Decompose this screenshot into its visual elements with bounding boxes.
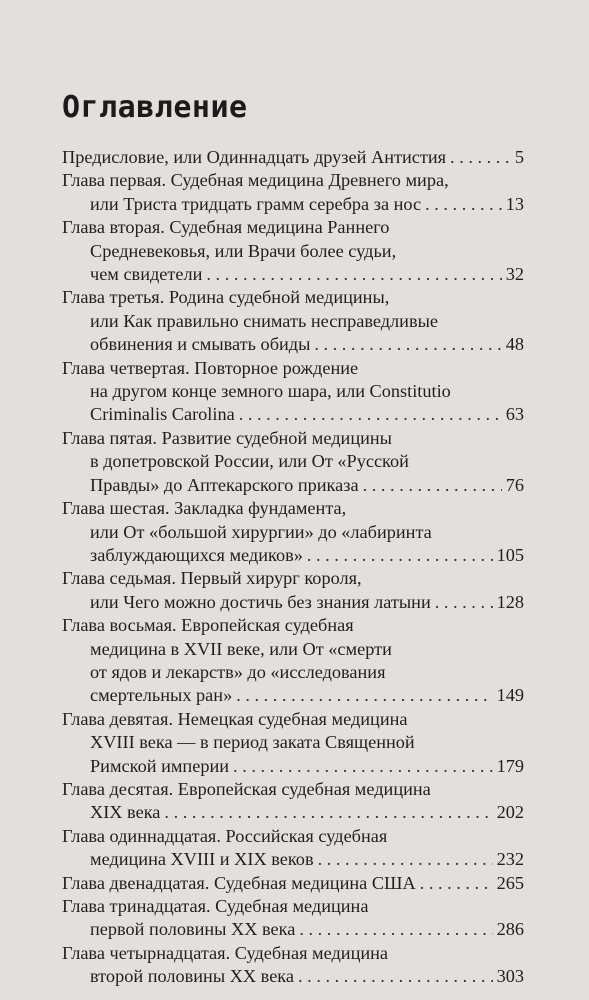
page-number: 105 [496,544,524,565]
toc-entry-text: Глава первая. Судебная медицина Древнего мира, [62,170,449,191]
toc-entry-text: Средневековья, или Врачи более судьи, [90,240,397,261]
toc-entry-line [62,638,524,661]
toc-entry-line [62,333,524,356]
toc-entry-text: заблуждающихся медиков» [90,544,303,565]
toc-entry [62,708,524,778]
toc-entry-line [62,778,524,801]
page-number: 149 [496,685,524,706]
page-number: 76 [505,474,524,495]
dot-leader [420,872,493,895]
toc-entry-text: первой половины XX века [90,919,296,940]
toc-entry-text: Глава вторая. Судебная медицина Раннего [62,217,390,238]
toc-entry-text: Глава пятая. Развитие судебной медицины [62,427,392,448]
toc-entry-text: Глава тринадцатая. Судебная медицина [62,896,369,916]
toc-entry-line [62,474,524,497]
page-title: Оглавление [62,90,248,125]
toc-entry-line [62,801,524,824]
toc-entry-line [62,169,524,192]
toc-entry-text: Предисловие, или Одиннадцать друзей Антистия [62,147,447,167]
toc-entry-text: Глава девятая. Немецкая судебная медицина [62,708,408,729]
page-number: 232 [496,849,524,870]
dot-leader [206,263,501,286]
toc-entry [62,872,524,895]
toc-entry-line [62,450,524,473]
toc-entry [62,567,524,614]
toc-entry-text: в допетровской России, или От «Русской [90,451,409,472]
table-of-contents [62,146,524,989]
dot-leader [425,193,502,216]
toc-entry-text: на другом конце земного шара, или Constitutio [90,381,451,402]
toc-entry-text: медицина в XVII веке, или От «смерти [90,638,392,659]
toc-entry-line [62,216,524,239]
toc-entry [62,357,524,427]
page-number: 128 [496,591,524,612]
toc-entry-text: от ядов и лекарств» до «исследования [90,661,386,682]
toc-entry-text: XIX века [90,802,161,823]
toc-entry-line [62,286,524,309]
toc-entry-text: Глава четвертая. Повторное рождение [62,357,359,378]
toc-entry-text: Глава двенадцатая. Судебная медицина США [62,872,416,893]
toc-entry [62,169,524,216]
toc-entry-line [62,661,524,684]
toc-entry-line [62,497,524,520]
toc-entry-line [62,965,524,988]
toc-entry-line [62,614,524,637]
toc-entry-line [62,825,524,848]
toc-entry-text: или Триста тридцать грамм серебра за нос [90,193,422,214]
dot-leader [239,403,502,426]
toc-entry-line [62,684,524,707]
toc-entry-text: Глава четырнадцатая. Судебная медицина [62,942,389,963]
toc-entry-line [62,193,524,216]
toc-entry [62,614,524,708]
dot-leader [450,146,511,169]
toc-entry [62,216,524,286]
toc-entry-line [62,872,524,895]
toc-entry-text: Глава десятая. Европейская судебная медицина [62,778,431,799]
toc-entry [62,942,524,989]
toc-entry-text: XVIII века — в период заката Священной [90,732,415,753]
toc-entry-line [62,567,524,590]
toc-entry-line [62,403,524,426]
dot-leader [236,684,492,707]
page-number: 265 [496,872,524,893]
toc-entry-text: или Чего можно достичь без знания латыни [90,591,431,612]
toc-entry-text: Глава шестая. Закладка фундамента, [62,498,347,519]
toc-entry-line [62,310,524,333]
toc-entry-text: второй половины XX века [90,966,295,987]
toc-entry-text: Римской империи [90,755,230,776]
toc-entry [62,895,524,942]
toc-entry [62,427,524,497]
toc-entry [62,825,524,872]
toc-entry-line [62,591,524,614]
toc-entry-line [62,544,524,567]
dot-leader [307,544,493,567]
dot-leader [318,848,493,871]
page-number: 286 [496,919,524,940]
dot-leader [298,965,493,988]
dot-leader [435,591,493,614]
page-number: 32 [505,264,524,285]
toc-entry-line [62,895,524,918]
toc-entry-text: смертельных ран» [90,685,233,706]
toc-entry-text: Criminalis Carolina [90,404,235,425]
dot-leader [164,801,492,824]
page-number: 202 [496,802,524,823]
toc-entry-line [62,708,524,731]
toc-entry-line [62,357,524,380]
toc-entry [62,778,524,825]
toc-entry-text: Правды» до Аптекарского приказа [90,474,359,495]
dot-leader [314,333,501,356]
toc-entry-text: чем свидетели [90,264,203,285]
toc-entry-line [62,918,524,941]
toc-entry-text: Глава одиннадцатая. Российская судебная [62,825,388,846]
page-number: 5 [514,147,524,167]
toc-entry-text: Глава седьмая. Первый хирург короля, [62,568,362,589]
toc-entry-line [62,427,524,450]
toc-entry-line [62,521,524,544]
page-number: 179 [496,755,524,776]
toc-entry-line [62,942,524,965]
toc-entry [62,146,524,169]
dot-leader [299,918,492,941]
toc-entry-text: или От «большой хирургии» до «лабиринта [90,521,432,542]
toc-entry-text: Глава третья. Родина судебной медицины, [62,287,390,308]
toc-entry-line [62,731,524,754]
toc-entry-line [62,380,524,403]
toc-entry [62,286,524,356]
page-number: 48 [505,334,524,355]
toc-entry [62,497,524,567]
toc-entry-line [62,755,524,778]
toc-entry-line [62,263,524,286]
toc-entry-line [62,146,524,169]
toc-entry-text: Глава восьмая. Европейская судебная [62,615,354,636]
toc-entry-line [62,848,524,871]
toc-entry-line [62,240,524,263]
toc-entry-text: или Как правильно снимать несправедливые [90,310,438,331]
dot-leader [363,474,502,497]
page-number: 63 [505,404,524,425]
dot-leader [233,755,493,778]
page-number: 303 [496,966,524,987]
page-number: 13 [505,193,524,214]
toc-entry-text: медицина XVIII и XIX веков [90,849,314,870]
toc-entry-text: обвинения и смывать обиды [90,334,311,355]
